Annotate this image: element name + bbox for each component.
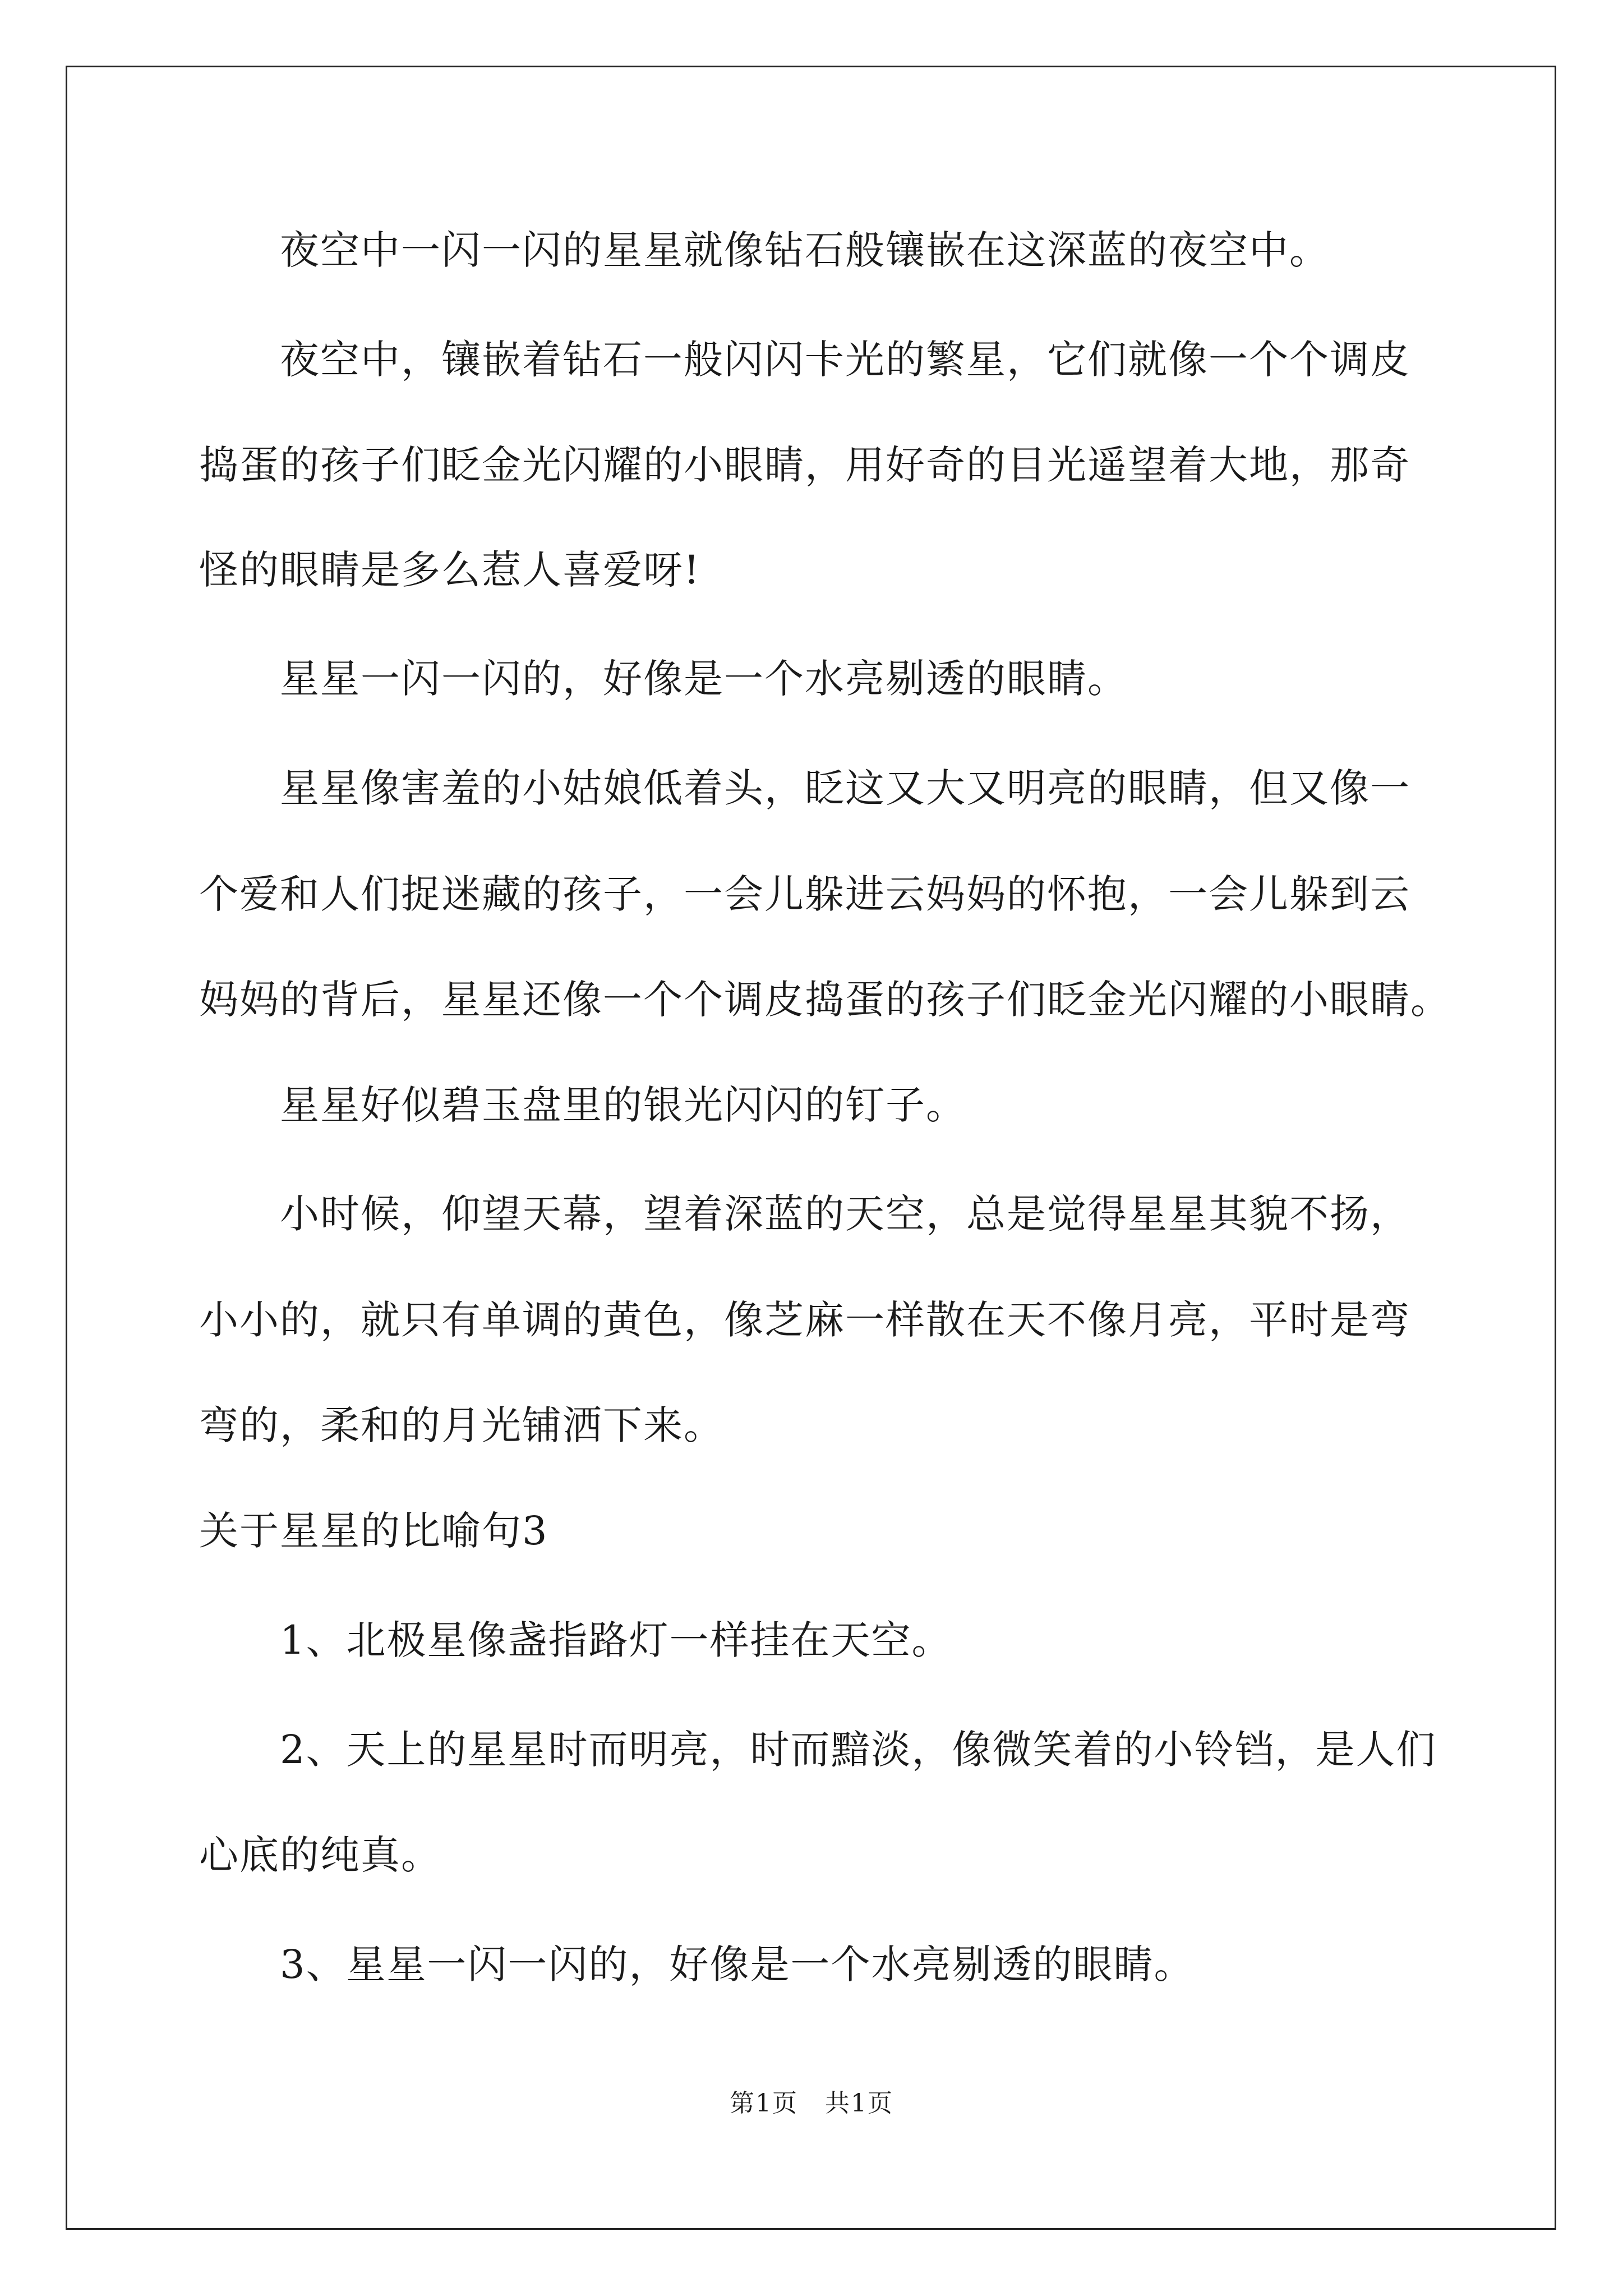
paragraph-line: 小时候，仰望天幕，望着深蓝的天空，总是觉得星星其貌不扬， <box>280 1191 1410 1237</box>
list-item-line: 1、北极星像盏指路灯一样挂在天空。 <box>280 1617 952 1663</box>
list-item-line: 心底的纯真。 <box>199 1832 441 1878</box>
paragraph-line: 怪的眼睛是多么惹人喜爱呀! <box>199 547 701 593</box>
page-number: 第1页 共1页 <box>730 2089 893 2118</box>
paragraph-line: 星星好似碧玉盘里的银光闪闪的钉子。 <box>280 1082 966 1128</box>
paragraph-line: 妈妈的背后，星星还像一个个调皮捣蛋的孩子们眨金光闪耀的小眼睛。 <box>199 977 1451 1023</box>
paragraph-line: 夜空中一闪一闪的星星就像钻石般镶嵌在这深蓝的夜空中。 <box>280 227 1330 273</box>
paragraph-line: 小小的，就只有单调的黄色，像芝麻一样散在天不像月亮，平时是弯 <box>199 1297 1410 1343</box>
paragraph-line: 星星像害羞的小姑娘低着头，眨这又大又明亮的眼睛，但又像一 <box>280 765 1410 811</box>
paragraph-line: 夜空中，镶嵌着钻石一般闪闪卡光的繁星，它们就像一个个调皮 <box>280 337 1410 383</box>
section-heading: 关于星星的比喻句3 <box>199 1508 548 1554</box>
page-footer <box>0 2087 1623 2120</box>
list-item-line: 2、天上的星星时而明亮，时而黯淡，像微笑着的小铃铛，是人们 <box>280 1727 1437 1773</box>
paragraph-line: 个爱和人们捉迷藏的孩子，一会儿躲进云妈妈的怀抱，一会儿躲到云 <box>199 871 1410 917</box>
paragraph-line: 星星一闪一闪的，好像是一个水亮剔透的眼睛。 <box>280 656 1128 702</box>
paragraph-line: 捣蛋的孩子们眨金光闪耀的小眼睛，用好奇的目光遥望着大地，那奇 <box>199 442 1410 488</box>
list-item-line: 3、星星一闪一闪的，好像是一个水亮剔透的眼睛。 <box>280 1941 1195 1987</box>
paragraph-line: 弯的，柔和的月光铺洒下来。 <box>199 1402 724 1448</box>
